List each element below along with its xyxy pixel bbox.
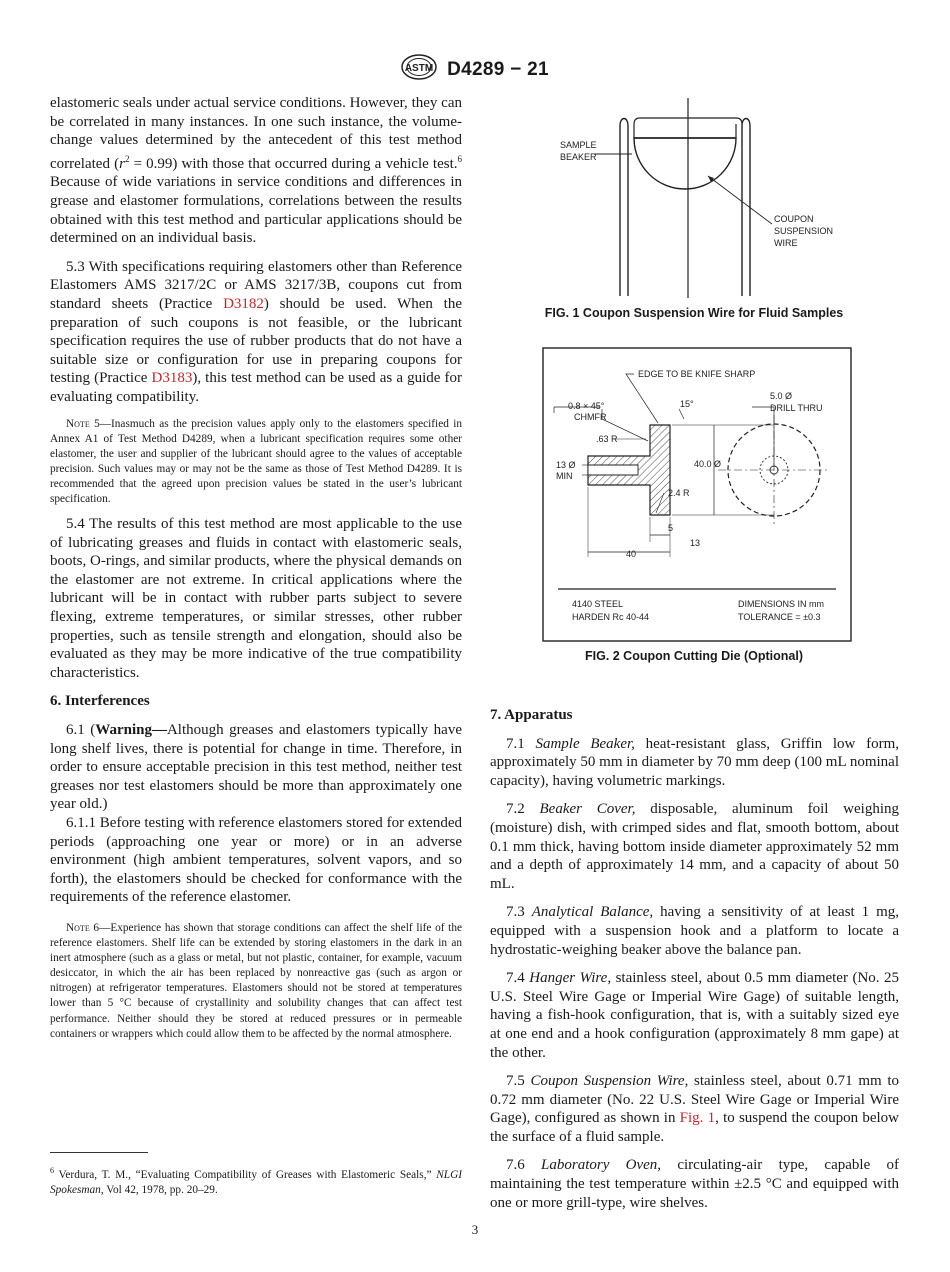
footnote-rule xyxy=(50,1152,148,1153)
label-dim40: 40 xyxy=(626,549,637,559)
link-d3182[interactable]: D3182 xyxy=(223,295,264,312)
label-angle-15: 15° xyxy=(680,399,694,409)
label-min-1: 13 Ø xyxy=(556,460,576,470)
label-dim13: 13 xyxy=(690,538,701,548)
paragraph-7-2: 7.2 Beaker Cover, disposable, aluminum foil weighing (moisture) dish, with crimped sides and flat, smooth bottom, about 0.1 mm thick, having bottom inside diameter approximately 52 mm and a depth of approximately 14 mm, and a capacity of about 50 mL. xyxy=(490,801,900,892)
paragraph-6-1: 6.1 (Warning—Although greases and elastomers typically have long shelf lives, there is potential for change in time. Therefore, in order to ensure acceptable precision in this test method, neither test greases nor test elastomers should be more than approximately one year old.) xyxy=(50,722,463,813)
figure-2-diagram xyxy=(542,347,852,643)
figure-1-caption: FIG. 1 Coupon Suspension Wire for Fluid Samples xyxy=(544,306,844,320)
label-dim5: 5 xyxy=(668,523,674,533)
beaker-left-wall xyxy=(620,119,628,297)
link-d3183[interactable]: D3183 xyxy=(151,370,193,387)
figure-2-caption: FIG. 2 Coupon Cutting Die (Optional) xyxy=(584,649,804,663)
section-7-heading: 7. Apparatus xyxy=(490,707,573,723)
paragraph-5-4: 5.4 The results of this test method are most applicable to the use of lubricating greases and fluids in contact with elastomeric seals, boots, O-rings, and similar products, where the physical demands on the elastomer are not extreme. In critical applications where the lubricant will be in contact with rubber parts subject to severe flexing, extreme temperatures, or similar stresses, other rubber properties, such as tensile strength and elongation, should also be evaluated as they may be more indicative of the true compatibility characteristics. xyxy=(50,516,462,681)
label-dims: DIMENSIONS IN mm xyxy=(738,599,825,609)
right-column xyxy=(490,706,899,1222)
paragraph-7-6: 7.6 Laboratory Oven, circulating-air type, capable of maintaining the test temperature within ±2.5 °C and equipped with one or more grill-type, wire shelves. xyxy=(490,1157,899,1211)
label-drill-2: DRILL THRU xyxy=(770,403,823,413)
coupon-shape xyxy=(634,138,736,189)
label-min-2: MIN xyxy=(556,471,573,481)
paragraph-7-4: 7.4 Hanger Wire, stainless steel, about 0.5 mm diameter (No. 25 U.S. Steel Wire Gage or Imperial Wire Gage) of suitable length, having a fish-hook configuration, that is, with a suitably sized eye at one end and a hook configuration (approximately 8 mm gape) at the other. xyxy=(490,970,900,1061)
astm-logo-text: ASTM xyxy=(404,63,434,74)
link-fig-1[interactable]: Fig. 1 xyxy=(679,1110,716,1127)
label-drill-1: 5.0 Ø xyxy=(770,391,793,401)
label-wire-1: COUPON xyxy=(774,214,814,224)
footnote-ref-6: 6 xyxy=(457,153,463,164)
document-designation: D4289 − 21 xyxy=(447,58,549,80)
astm-logo-icon xyxy=(401,54,437,85)
page-number: 3 xyxy=(471,1222,479,1237)
paragraph-7-1: 7.1 Sample Beaker, heat-resistant glass, Griffin low form, approximately 50 mm in diameter by 70 mm deep (100 mL nominal capacity), having volumetric markings. xyxy=(490,735,899,789)
paragraph-6-1-1: 6.1.1 Before testing with reference elastomers stored for extended periods (approaching one year or more) or in an adverse environment (high ambient temperatures, solvent vapors, and so forth), the elastomers should be checked for conformance with the requirements of the reference elastomer. xyxy=(50,814,462,906)
page-header xyxy=(0,54,950,85)
label-wire-3: WIRE xyxy=(774,238,798,248)
label-dia40: 40.0 Ø xyxy=(694,459,722,469)
section-6-heading: 6. Interferences xyxy=(50,693,150,710)
beaker-right-wall xyxy=(742,119,750,297)
label-r63: .63 R xyxy=(596,434,618,444)
label-harden: HARDEN Rc 40-44 xyxy=(572,612,650,622)
paragraph-5-2-continued: elastomeric seals under actual service conditions. However, they can be correlated in many instances. In one such instance, the volume-change values determined by the antecedent of this test method correlated $(r^2 = 0.99)$ with those that occurred during a vehicle test.$^6$ Because of wide variations in service conditions and differences in grease and elastomer formulations, correlations between the results obtained with this test method and particular applications should be determined on an individual basis. xyxy=(50,95,463,247)
label-sample-beaker-2: BEAKER xyxy=(560,152,597,162)
note-6: Note 6—Experience has shown that storage conditions can affect the shelf life of the reference elastomers. Shelf life can be extended by storing elastomers in the dark in an inert atmosphere (such as a glass or metal, but not plastic, container, for example, vacuum desiccator, in which the air has been replaced by nonreactive gas (such as argon or nitrogen) at refrigerator temperatures. Elastomers should not be stored at temperatures lower than 5 °C because of crystallinity and solubility changes that can affect test performance. Neither should they be stored at reduced pressures or in permeable containers or wrappers which could allow them to be affected by the normal atmosphere. xyxy=(50,921,462,1040)
figure-1-diagram xyxy=(540,98,850,298)
footnote-6: $^6$ Verdura, T. M., “Evaluating Compatibility of Greases with Elastomeric Seals,” NLGI Spokesman, Vol 42, 1978, pp. 20–29. xyxy=(50,1166,462,1196)
paragraph-7-3: 7.3 Analytical Balance, having a sensitivity of at least 1 mg, equipped with a suspension hook and a platform to locate a hydrostatic-weighing beaker above the balance pan. xyxy=(490,904,900,958)
label-chmfr-2: CHMFR xyxy=(574,412,607,422)
figure-2-frame xyxy=(543,348,851,641)
label-sample-beaker-1: SAMPLE xyxy=(560,140,597,150)
paragraph-7-5: 7.5 Coupon Suspension Wire, stainless steel, about 0.71 mm to 0.72 mm diameter (No. 22 U.S. Steel Wire Gage or Imperial Wire Gage), configured as shown in Fig. 1, to suspend the coupon below the surface of a fluid sample. xyxy=(490,1073,900,1145)
label-tolerance: TOLERANCE = ±0.3 xyxy=(738,612,821,622)
label-r24: 2.4 R xyxy=(668,488,690,498)
label-chmfr-1: 0.8 × 45° xyxy=(568,401,605,411)
label-wire-2: SUSPENSION xyxy=(774,226,834,236)
label-steel: 4140 STEEL xyxy=(572,599,624,609)
label-edge-sharp: EDGE TO BE KNIFE SHARP xyxy=(638,369,756,379)
left-column xyxy=(50,94,462,1050)
paragraph-5-3: 5.3 With specifications requiring elastomers other than Reference Elastomers AMS 3217/2C or AMS 3217/3B, coupons cut from standard sheets (Practice D3182) should be used. When the preparation of such coupons is not feasible, or the lubricant specification requires the use of rubber products that do not have a suitable size or configuration for use in preparing coupons for testing (Practice D3183), this test method can be used as a guide for evaluating compatibility. xyxy=(50,258,462,405)
note-5: Note 5—Inasmuch as the precision values apply only to the elastomers specified in Annex A1 of Test Method D4289, when a lubricant specification requires some other elastomer, the user and supplier of the lubricant should agree to the values of acceptable precision. Such values may or may not be the same as those of Test Method D4289. It is recommended that the agreed upon precision values be stated in the user’s lubricant specification. xyxy=(50,417,462,505)
